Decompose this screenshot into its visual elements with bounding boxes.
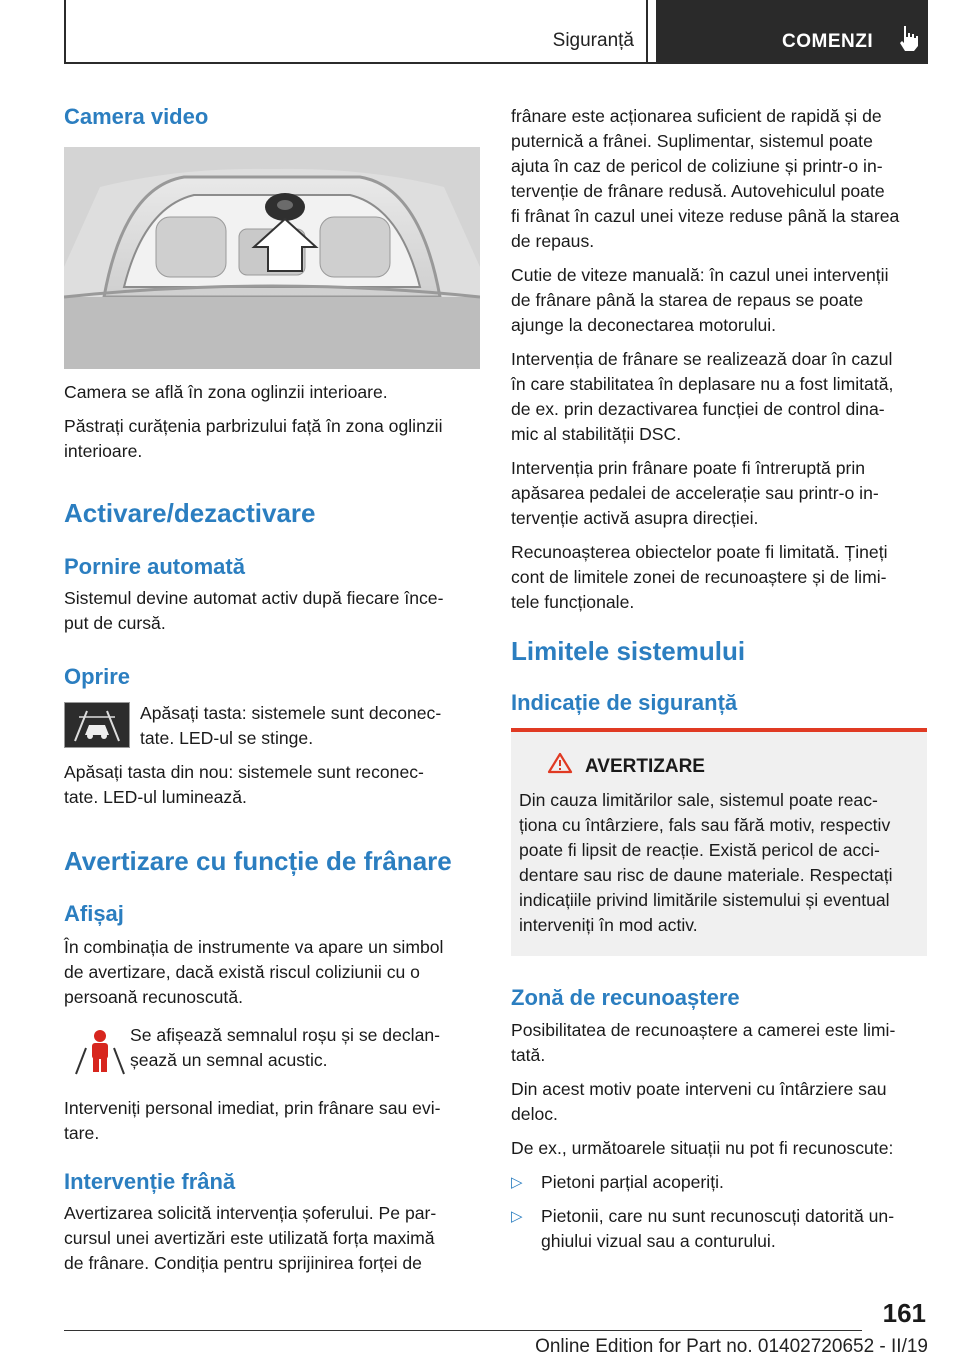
- signal-line2: șează un semnal acustic.: [130, 1050, 328, 1070]
- intervene-line1: Interveniți personal imediat, prin frânare sau evi‐: [64, 1098, 441, 1118]
- auto-start-line1: Sistemul devine automat activ după fiecare înce‐: [64, 588, 444, 608]
- header-chapter-tab: [656, 0, 928, 64]
- brake-intervention-heading: Intervenție frână: [64, 1169, 236, 1194]
- brake-cont-line6: de repaus.: [511, 231, 595, 251]
- header-rule: [64, 62, 928, 64]
- bullet-item-2-line2: ghiului vizual sau a conturului.: [541, 1231, 776, 1251]
- car-interior-illustration: [64, 147, 480, 369]
- brake-intervention-line1: Avertizarea solicită intervenția șoferului. Pe par‐: [64, 1203, 437, 1223]
- interrupt-line3: tervenție activă asupra direcției.: [511, 508, 759, 528]
- hand-pointer-icon: [897, 24, 921, 52]
- recognition-line2: cont de limitele zonei de recunoaștere și de limi‐: [511, 567, 887, 587]
- stop-line2: tate. LED-ul se stinge.: [140, 728, 314, 748]
- intervene-line2: tare.: [64, 1123, 100, 1143]
- display-line1: În combinația de instrumente va apare un simbol: [64, 937, 444, 957]
- warning-label: AVERTIZARE: [585, 756, 705, 777]
- activation-heading: Activare/dezactivare: [64, 498, 316, 528]
- stop-line4: tate. LED-ul luminează.: [64, 787, 247, 807]
- auto-start-heading: Pornire automată: [64, 554, 245, 579]
- recognition-line1: Recunoașterea obiectelor poate fi limitată. Țineți: [511, 542, 888, 562]
- brake-cont-line2: puternică a frânei. Suplimentar, sistemul poate: [511, 131, 873, 151]
- brake-cont-line1: frânare este acționarea suficient de rapidă și de: [511, 106, 882, 126]
- brake-cont-line4: tervenție de frânare redusă. Autovehiculul poate: [511, 181, 885, 201]
- footer-edition: Online Edition for Part no. 01402720652 - II/19: [535, 1336, 928, 1357]
- header-chapter-label: COMENZI: [782, 31, 874, 52]
- page-number: 161: [882, 1298, 926, 1328]
- signal-line1: Se afișează semnalul roșu și se declan‐: [130, 1025, 441, 1045]
- display-line2: de avertizare, dacă există riscul coliziunii cu o: [64, 962, 420, 982]
- display-heading: Afișaj: [64, 901, 124, 926]
- header-section-label: Siguranță: [552, 30, 634, 51]
- zone-line5: De ex., următoarele situații nu pot fi recunoscute:: [511, 1138, 894, 1158]
- bullet-marker-2: ▷: [511, 1208, 523, 1225]
- warning-line2: ționa cu întârziere, fals sau fără motiv, respectiv: [519, 815, 891, 835]
- brake-cont-line5: fi frânat în cazul unei viteze reduse până la starea: [511, 206, 900, 226]
- dsc-line3: de ex. prin dezactivarea funcției de control dina‐: [511, 399, 885, 419]
- brake-warning-heading: Avertizare cu funcție de frânare: [64, 846, 452, 876]
- safety-note-heading: Indicație de siguranță: [511, 690, 738, 715]
- dsc-line2: în care stabilitatea în deplasare nu a fost limitată,: [511, 374, 894, 394]
- brake-cont-line3: ajuta în caz de pericol de coliziune și printr-o in‐: [511, 156, 883, 176]
- bullet-item-2-line1: Pietonii, care nu sunt recunoscuți datorită un‐: [541, 1206, 895, 1226]
- bullet-item-1: Pietoni parțial acoperiți.: [541, 1172, 724, 1192]
- warning-line1: Din cauza limitărilor sale, sistemul poate reac‐: [519, 790, 878, 810]
- pedestrian-warning-icon: [72, 1028, 128, 1078]
- camera-clean-line1: Păstrați curățenia parbrizului față în zona oglinzii: [64, 416, 443, 436]
- brake-intervention-line2: cursul unei avertizări este utilizată forța maximă: [64, 1228, 435, 1248]
- brake-intervention-line3: de frânare. Condiția pentru sprijinirea forței de: [64, 1253, 422, 1273]
- header-section-tab: [64, 0, 648, 62]
- warning-line4: dentare sau risc de daune materiale. Respectați: [519, 865, 893, 885]
- warning-line6: interveniți în mod activ.: [519, 915, 698, 935]
- interrupt-line1: Intervenția prin frânare poate fi întreruptă prin: [511, 458, 866, 478]
- display-line3: persoană recunoscută.: [64, 987, 243, 1007]
- zone-line4: deloc.: [511, 1104, 558, 1124]
- system-limits-heading: Limitele sistemului: [511, 636, 746, 666]
- camera-heading: Camera video: [64, 104, 209, 129]
- stop-heading: Oprire: [64, 664, 131, 689]
- dsc-line1: Intervenția de frânare se realizează doar în cazul: [511, 349, 893, 369]
- zone-line1: Posibilitatea de recunoaștere a camerei este limi‐: [511, 1020, 896, 1040]
- auto-start-line2: put de cursă.: [64, 613, 166, 633]
- camera-clean-line2: interioare.: [64, 441, 143, 461]
- warning-line5: indicațiile privind limitările sistemului și eventual: [519, 890, 890, 910]
- warning-triangle-icon: [547, 752, 573, 774]
- interrupt-line2: apăsarea pedalei de accelerație sau printr-o in‐: [511, 483, 879, 503]
- assist-button-icon: [64, 702, 130, 748]
- manual-gear-line3: ajunge la deconectarea motorului.: [511, 315, 777, 335]
- dsc-line4: mic al stabilității DSC.: [511, 424, 682, 444]
- camera-photo: [64, 147, 480, 369]
- camera-location-text: Camera se află în zona oglinzii interioare.: [64, 382, 388, 402]
- zone-line3: Din acest motiv poate interveni cu întârziere sau: [511, 1079, 887, 1099]
- warning-box: [511, 728, 927, 956]
- stop-line1: Apăsați tasta: sistemele sunt deconec‐: [140, 703, 442, 723]
- detection-zone-heading: Zonă de recunoaștere: [511, 985, 740, 1010]
- stop-line3: Apăsați tasta din nou: sistemele sunt reconec‐: [64, 762, 424, 782]
- footer-rule: [64, 1330, 862, 1331]
- manual-gear-line2: de frânare până la starea de repaus se poate: [511, 290, 864, 310]
- manual-gear-line1: Cutie de viteze manuală: în cazul unei intervenții: [511, 265, 889, 285]
- recognition-line3: tele funcționale.: [511, 592, 635, 612]
- zone-line2: tată.: [511, 1045, 546, 1065]
- warning-line3: poate fi lipsit de reacție. Există pericol de acci‐: [519, 840, 880, 860]
- bullet-marker-1: ▷: [511, 1174, 523, 1191]
